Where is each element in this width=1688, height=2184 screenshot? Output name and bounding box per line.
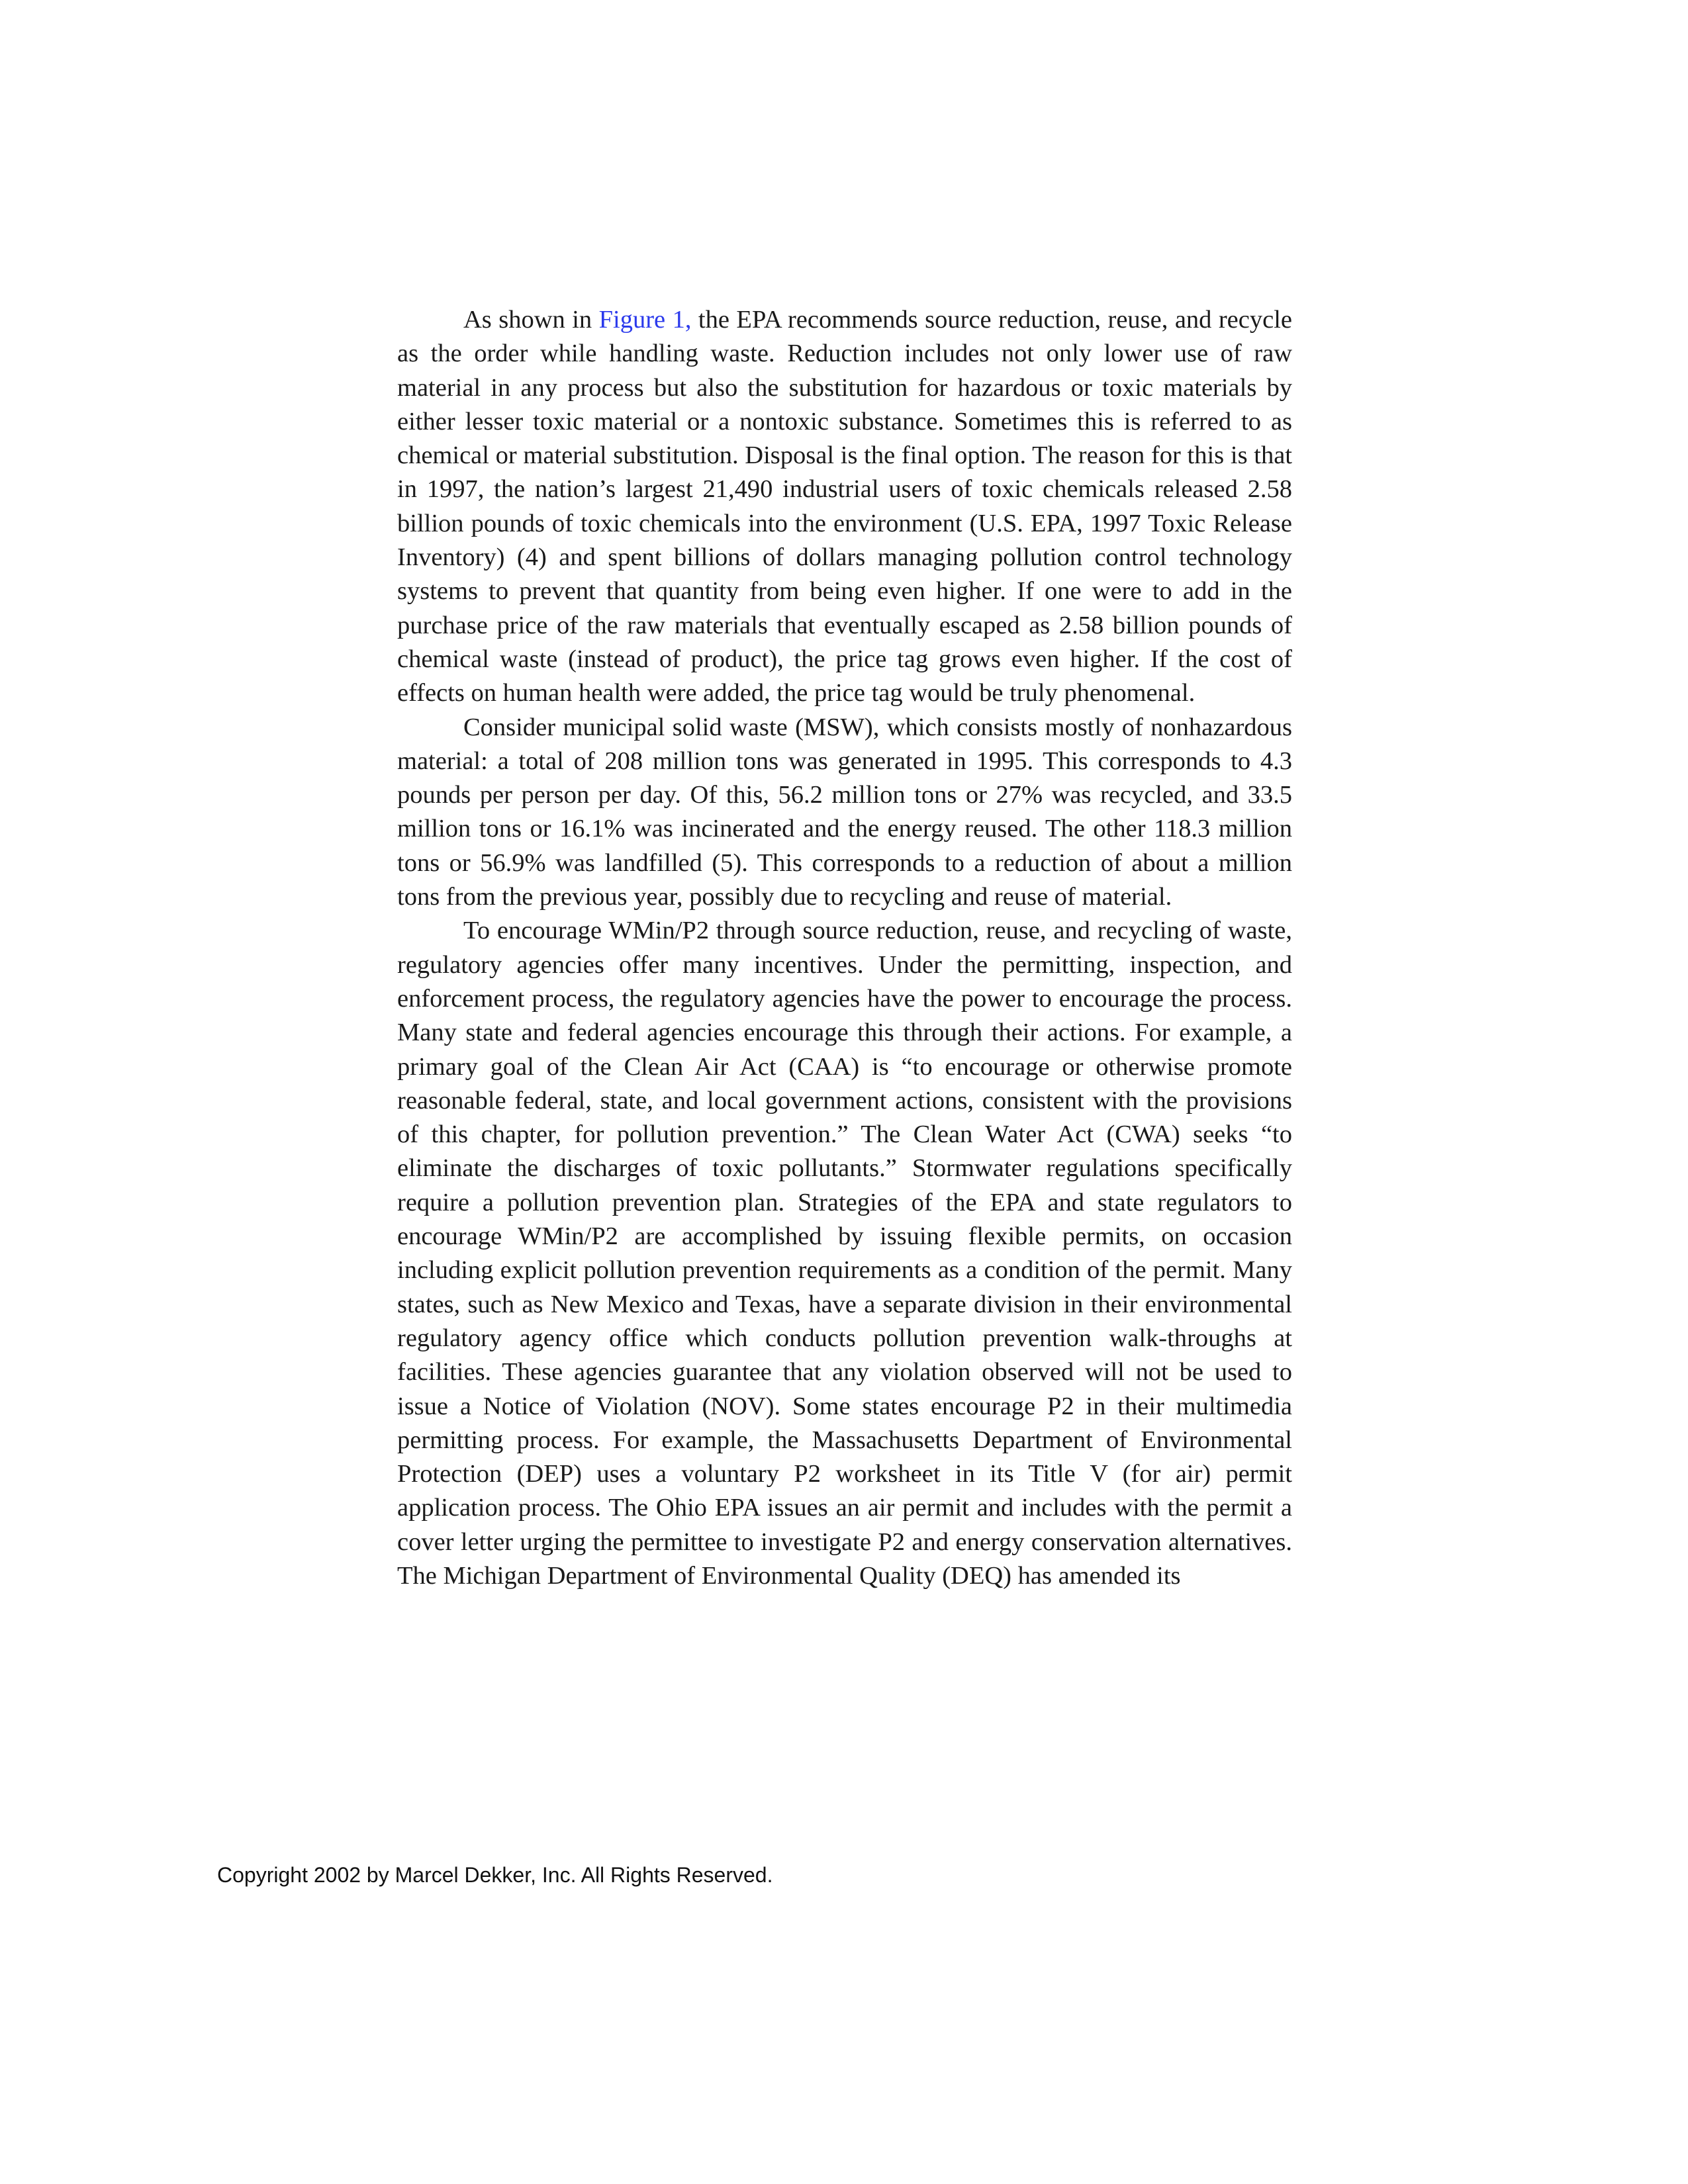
paragraph-3: To encourage WMin/P2 through source reduction, reuse, and recycling of waste, regulatory agencies offer many incentives. Under the permitting, inspection, and enforcement process, the regulatory agencies have the power to encourage the process. Many state and federal agencies encourage this through their actions. For example, a primary goal of the Clean Air Act (CAA) is “to encourage or otherwise promote reasonable federal, state, and local government actions, consistent with the provisions of this chapter, for pollution prevention.” The Clean Water Act (CWA) seeks “to eliminate the discharges of toxic pollutants.” Stormwater regulations specifically require a pollution prevention plan. Strategies of the EPA and state regulators to encourage WMin/P2 are accomplished by issuing flexible permits, on occasion including explicit pollution prevention requirements as a condition of the permit. Many states, such as New Mexico and Texas, have a separate division in their environmental regulatory agency office which conducts pollution prevention walk-throughs at facilities. These agencies guarantee that any violation observed will not be used to issue a Notice of Violation (NOV). Some states encourage P2 in their multimedia permitting process. For example, the Massachusetts Department of Environmental Protection (DEP) uses a voluntary P2 worksheet in its Title V (for air) permit application process. The Ohio EPA issues an air permit and includes with the permit a cover letter urging the permittee to investigate P2 and energy conservation alternatives. The Michigan Department of Environmental Quality (DEQ) has amended its: [397, 917, 1292, 1590]
paragraph-1-lead: As shown in: [463, 306, 599, 334]
paragraph-1-text: the EPA recommends source reduction, reuse, and recycle as the order while handling waste. Reduction includes not only lower use of raw material in any process but also the substitution for hazardous or toxic materials by either lesser toxic material or a nontoxic substance. Sometimes this is referred to as chemical or material substitution. Disposal is the final option. The reason for this is that in 1997, the nation’s largest 21,490 industrial users of toxic chemicals released 2.58 billion pounds of toxic chemicals into the environment (U.S. EPA, 1997 Toxic Release Inventory) (4) and spent billions of dollars managing pollution control technology systems to prevent that quantity from being even higher. If one were to add in the purchase price of the raw materials that eventually escaped as 2.58 billion pounds of chemical waste (instead of product), the price tag grows even higher. If the cost of effects on human health were added, the price tag would be truly phenomenal.: [397, 306, 1292, 707]
paragraph-2: Consider municipal solid waste (MSW), which consists mostly of nonhazardous material: a total of 208 million tons was generated in 1995. This corresponds to 4.3 pounds per person per day. Of this, 56.2 million tons or 27% was recycled, and 33.5 million tons or 16.1% was incinerated and the energy reused. The other 118.3 million tons or 56.9% was landfilled (5). This corresponds to a reduction of about a million tons from the previous year, possibly due to recycling and reuse of material.: [397, 713, 1292, 911]
paragraph-1: [397, 303, 1292, 711]
body-text: [397, 303, 1292, 1593]
copyright-footer: Copyright 2002 by Marcel Dekker, Inc. All Rights Reserved.: [217, 1863, 773, 1887]
figure-1-link[interactable]: Figure 1,: [598, 306, 692, 334]
